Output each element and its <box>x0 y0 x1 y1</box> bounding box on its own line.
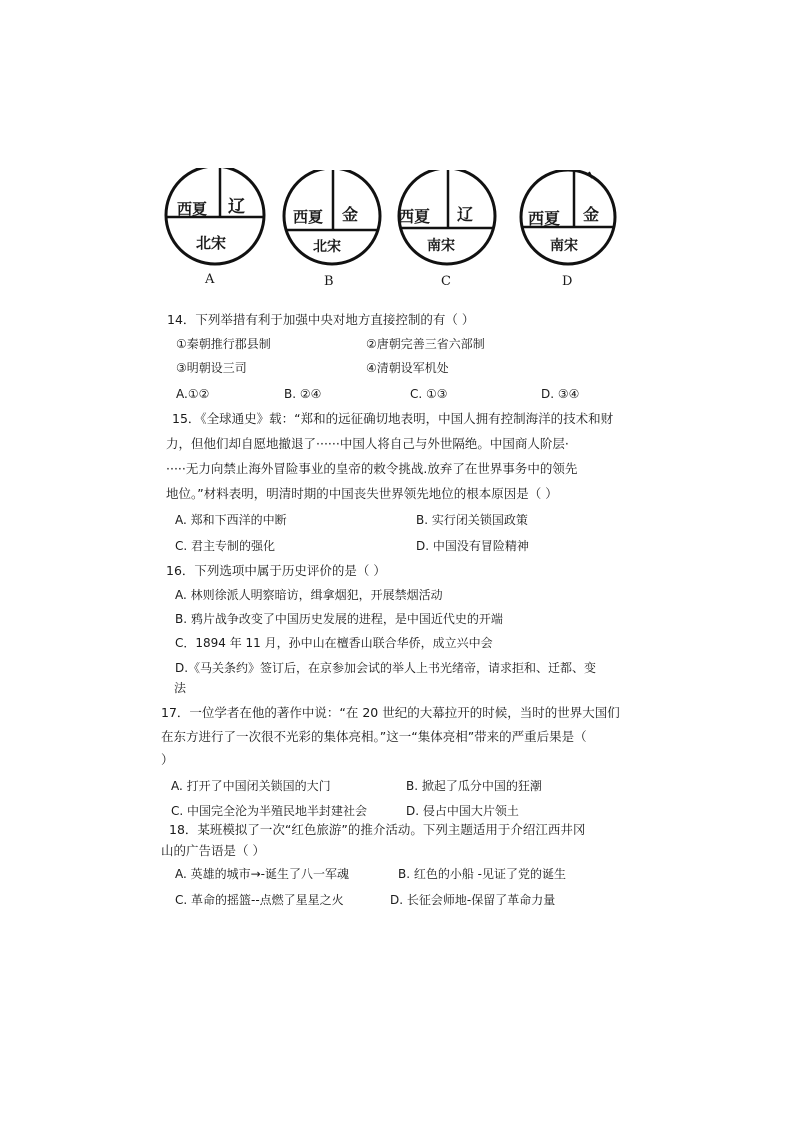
segment-label: 北宋 <box>196 234 227 252</box>
question-15-line: 15．《全球通史》载：“郑和的远征确切地表明，中国人拥有控制海洋的技术和财 <box>172 411 614 426</box>
segment-label: 辽 <box>457 205 474 224</box>
segment-label: 北宋 <box>313 239 341 255</box>
question-16-stem: 16．下列选项中属于历史评价的是（ ） <box>166 563 386 578</box>
q16-option-b: B. 鸦片战争改变了中国历史发展的进程，是中国近代史的开端 <box>175 612 503 626</box>
segment-label: 南宋 <box>550 238 578 254</box>
circle-diagram-a <box>163 168 269 293</box>
q14-option-b: B. ②④ <box>284 387 322 401</box>
q18-option-a: A. 英雄的城市→-诞生了八一军魂 <box>175 867 350 881</box>
question-18-line: 18．某班模拟了一次“红色旅游”的推介活动。下列主题适用于介绍江西井冈 <box>169 822 586 837</box>
option-letter: A <box>205 272 215 287</box>
segment-label: 金 <box>583 205 600 224</box>
segment-label: 辽 <box>228 197 245 217</box>
question-14-stem: 14．下列举措有利于加强中央对地方直接控制的有（ ） <box>167 312 475 327</box>
q14-option-a: A.①② <box>176 387 210 401</box>
segment-label: 南宋 <box>427 238 455 254</box>
q17-option-b: B. 掀起了瓜分中国的狂潮 <box>406 779 542 793</box>
q14-item-2: ②唐朝完善三省六部制 <box>366 337 485 351</box>
circle-diagram-b <box>280 170 386 295</box>
q16-option-d: D.《马关条约》签订后，在京参加会试的举人上书光绪帝，请求拒和、迁都、变 <box>175 661 597 675</box>
circle-diagram-d <box>515 170 621 295</box>
q16-option-d-cont: 法 <box>174 681 187 695</box>
q18-option-d: D. 长征会师地-保留了革命力量 <box>390 893 556 907</box>
segment-label: 西夏 <box>398 207 431 226</box>
q18-option-b: B. 红色的小船 -见证了党的诞生 <box>398 867 567 881</box>
segment-label: 西夏 <box>528 209 561 228</box>
question-17-line: ） <box>161 752 174 767</box>
q16-option-a: A. 林则徐派人明察暗访，缉拿烟犯，开展禁烟活动 <box>175 588 443 602</box>
q16-option-c: C．1894 年 11 月，孙中山在檀香山联合华侨，成立兴中会 <box>175 636 493 650</box>
question-17-line: 17．一位学者在他的著作中说：“在 20 世纪的大幕拉开的时候，当时的世界大国们 <box>161 705 620 720</box>
q15-option-d: D. 中国没有冒险精神 <box>416 539 529 553</box>
q17-option-d: D. 侵占中国大片领土 <box>406 804 519 818</box>
question-15-line: 地位。”材料表明，明清时期的中国丧失世界领先地位的根本原因是（ ） <box>166 486 558 501</box>
q17-option-c: C. 中国完全沦为半殖民地半封建社会 <box>171 804 368 818</box>
q17-option-a: A. 打开了中国闭关锁国的大门 <box>171 779 331 793</box>
question-17-line: 在东方进行了一次很不光彩的集体亮相。”这一“集体亮相”带来的严重后果是（ <box>161 729 587 744</box>
q14-item-4: ④清朝设军机处 <box>366 361 449 375</box>
q14-option-c: C. ①③ <box>410 387 448 401</box>
q14-item-1: ①秦朝推行郡县制 <box>176 337 271 351</box>
segment-label: 西夏 <box>293 208 324 226</box>
option-letter: B <box>324 274 334 289</box>
question-15-line: 力，但他们却自愿地撤退了······中国人将自己与外世隔绝。中国商人阶层· <box>166 436 569 451</box>
q14-option-d: D. ③④ <box>541 387 580 401</box>
segment-label: 西夏 <box>177 200 208 218</box>
option-letter: C <box>441 274 451 289</box>
q15-option-b: B. 实行闭关锁国政策 <box>416 513 528 527</box>
q15-option-a: A. 郑和下西洋的中断 <box>175 513 287 527</box>
question-18-line: 山的广告语是（ ） <box>161 843 265 858</box>
q18-option-c: C. 革命的摇篮--点燃了星星之火 <box>175 893 344 907</box>
q14-item-3: ③明朝设三司 <box>176 361 247 375</box>
option-letter: D <box>562 274 573 289</box>
segment-label: 金 <box>342 205 359 224</box>
question-15-line: ·····无力向禁止海外冒险事业的皇帝的敕令挑战.放弃了在世界事务中的领先 <box>166 461 578 476</box>
circle-diagram-c <box>395 170 501 295</box>
q15-option-c: C. 君主专制的强化 <box>175 539 276 553</box>
